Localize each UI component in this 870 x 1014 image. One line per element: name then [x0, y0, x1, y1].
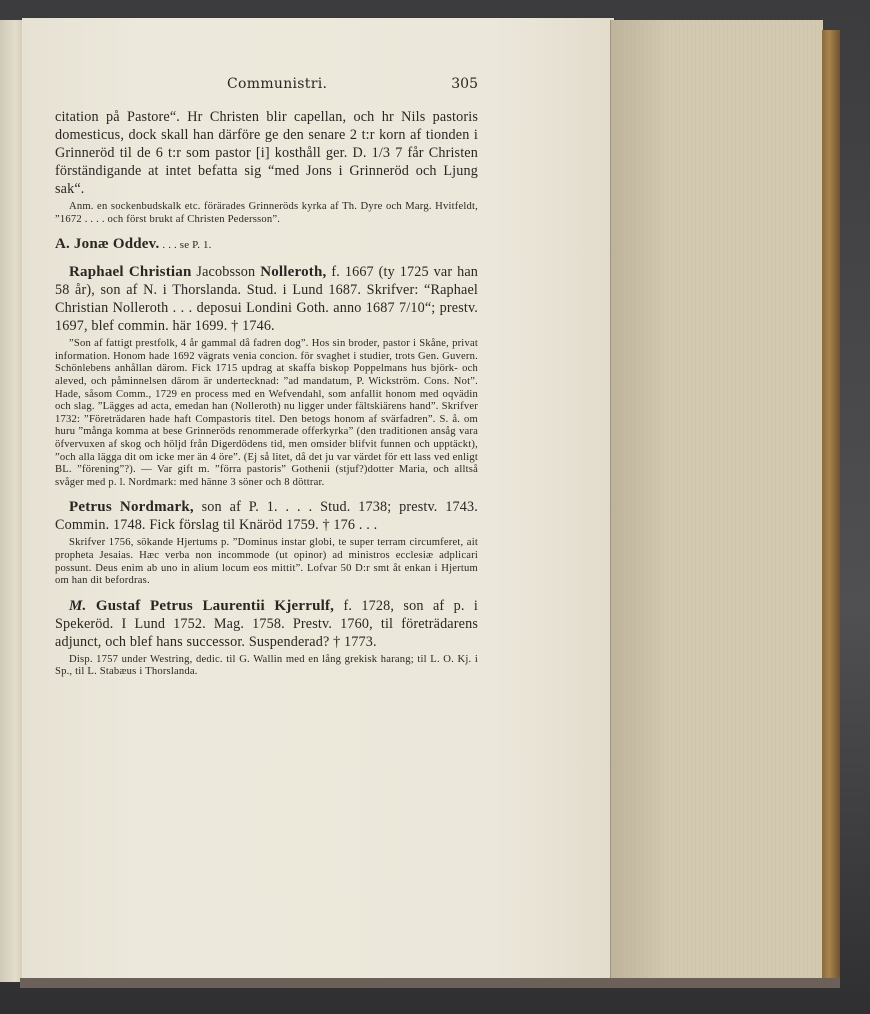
- entry-name: Raphael Christian: [69, 264, 192, 281]
- entry-name: A. Jonæ Oddev.: [55, 236, 160, 253]
- left-page-edge: [0, 20, 23, 982]
- entry-note: ”Son af fattigt prestfolk, 4 år gammal då fadren dog”. Hos sin broder, pastor i Skåne, privat information. Honom hade 1692 vägrats venia concion. för svaghet i studier, trots Gen. Guvern. Schönlebens anhållan därom. Fick 1715 updrag at skaffa biskop Poppelmans hus björk- och aleved, och påminnelsen därom är undertecknad: ”ad mandatum, P. Wickström. Cons. Not”. Hade, såsom Comm., 1729 en process med en Wefvendahl, som anfallit honom med oqvädin och slag. ”Lägges ad acta, emedan han (Nolleroth) nu ligger under fältskiärens hand”. Skrifver 1732: ”Företrädaren hade haft Compastoris titel. Den betogs honom af svärfadren”. S. å. om huru ”många komma at bese Grinneröds renommerade offerkyrka” (den traditionen ansåg vara öfvervuxen af skog och höljd från Digerdödens tid, men omsider blifvit funnen och upptäckt), ”och alla lägga dit om icke mer än 4 öre”. (Ej så litet, då det ju var värdet för ett lass ved enligt BL. ”förening”?). — Var gift m. ”förra pastoris” Gothenii (stjuf?)dotter Maria, och alltså svåger med p. l. Nordmark: med hänne 3 söner och 8 döttrar.: [55, 338, 478, 488]
- intro-note: Anm. en sockenbudskalk etc. förärades Grinneröds kyrka af Th. Dyre och Marg. Hvitfeldt, ”1672 . . . . och först brukt af Christen Pedersson”.: [55, 201, 478, 225]
- entry-nolleroth: [55, 263, 478, 335]
- intro-paragraph: citation på Pastore“. Hr Christen blir capellan, och hr Nils pastoris domesticus, dock skall han därföre ge den senare 2 t:r korn af tionden i Grinneröd til de 6 t:r som pastor [i] kosthåll ger. D. 1/3 7 får Christen förständigande at intet befatta sig “med Jons i Grinneröd och Ljung sak“.: [55, 109, 478, 197]
- page-content: [55, 74, 478, 679]
- entry-prefix: M.: [69, 597, 87, 614]
- entry-name: Petrus Nordmark,: [69, 499, 194, 516]
- running-title: Communistri.: [227, 76, 328, 92]
- book-cover-bottom: [20, 978, 840, 988]
- entry-kjerrulf: [55, 597, 478, 651]
- entry-patronym: Jacobsson: [191, 264, 261, 281]
- entry-oddev: [55, 235, 478, 254]
- book-cover-edge: [822, 30, 840, 980]
- page-number: 305: [451, 76, 478, 92]
- entry-reference: . . . se P. 1.: [159, 239, 212, 252]
- entry-surname: Nolleroth,: [260, 264, 327, 281]
- entry-name: Gustaf Petrus Laurentii Kjerrulf,: [95, 597, 335, 614]
- entry-note: Skrifver 1756, sökande Hjertums p. ”Dominus instar globi, te super terram circumferet, ait propheta Jesaias. Hæc verba non incommode (ut opinor) ad ministros ecclesiæ adplicari possunt. Deus enim ab uno in alium locum eos mittit”. Lofvar 50 D:r smt åt enkan i Hjertum om han dit befordras.: [55, 537, 478, 587]
- entry-text: f. 1728, son af p. i Spekeröd. I Lund 1752. Mag. 1758. Prestv. 1760, til företrädarens adjunct, och blef hans successor. Suspenderad? † 1773.: [55, 597, 478, 650]
- entry-text: son af P. 1. . . . Stud. 1738; prestv. 1743. Commin. 1748. Fick förslag til Knäröd 1759. † 176 . . .: [55, 499, 478, 534]
- gutter-shadow: [610, 20, 670, 978]
- running-head: [55, 74, 478, 94]
- entry-text: f. 1667 (ty 1725 var han 58 år), son af N. i Thorslanda. Stud. i Lund 1687. Skrifver: “Raphael Christian Nolleroth . . . deposui Londini Goth. anno 1687 7/10“; prestv. 1697, blef commin. här 1699. † 1746.: [55, 264, 479, 335]
- entry-note: Disp. 1757 under Westring, dedic. til G. Wallin med en lång grekisk harang; til L. O. Kj. i Sp., til L. Stabæus i Thorslanda.: [55, 653, 478, 678]
- entry-nordmark: [55, 498, 478, 534]
